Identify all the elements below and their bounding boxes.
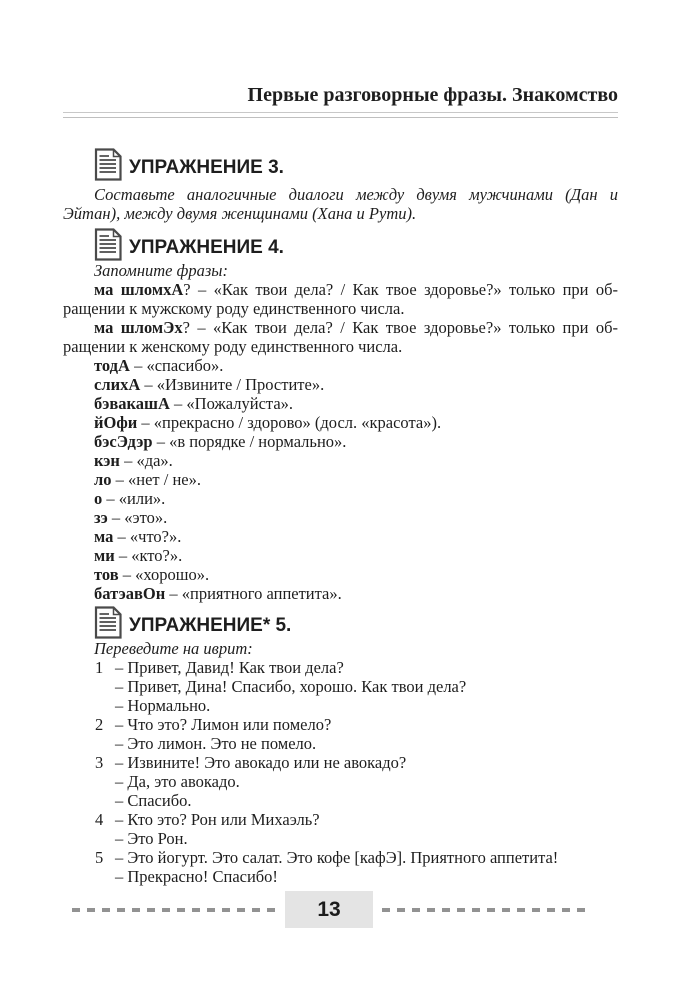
vocab-item (63, 489, 618, 508)
vocab-term: бэвакашА (94, 394, 170, 413)
vocab-definition: – «хорошо». (118, 565, 210, 584)
exercise-4-instruction: Запомните фразы: (94, 261, 228, 280)
vocab-item (63, 356, 618, 375)
vocab-definition: – «нет / не». (111, 470, 201, 489)
document-icon (94, 606, 122, 639)
vocab-definition: – «или». (102, 489, 166, 508)
vocab-item (63, 546, 618, 565)
vocab-definition: – «кто?». (114, 546, 183, 565)
vocab-item (63, 413, 618, 432)
exercise-3-instruction: Составьте аналогичные диалоги между двумя мужчинами (Дан и Эйтан), между двумя женщинами (Хана и Рути). (63, 185, 618, 223)
dialog-lines (115, 810, 618, 848)
exercise-3-heading (94, 148, 618, 181)
document-icon (94, 228, 122, 261)
phrase-paragraph (63, 318, 618, 356)
running-header-title: Первые разговорные фразы. Знакомство (247, 84, 618, 106)
vocab-item (63, 584, 618, 603)
page-number: 13 (285, 891, 373, 928)
vocab-term: зэ (94, 508, 108, 527)
dialog-item (63, 753, 618, 810)
exercise-5-title: УПРАЖНЕНИЕ* 5. (129, 615, 292, 636)
dialog-lines (115, 715, 618, 753)
vocab-item (63, 508, 618, 527)
vocab-term: о (94, 489, 103, 508)
footer-dashed-rule-right (382, 908, 586, 912)
dialog-line: – Да, это авокадо. (115, 772, 240, 791)
exercise-5-heading (94, 606, 618, 639)
dialog-lines (115, 848, 618, 886)
dialog-item (63, 810, 618, 848)
dialog-number: 5 (95, 848, 104, 867)
vocab-definition: – «Извините / Простите». (140, 375, 325, 394)
page-footer (72, 891, 586, 928)
dialog-line: – Извините! Это авокадо или не авокадо? (115, 753, 407, 772)
phrase-rest: ? – «Как твои дела? / Как твое здоровье?» только при обращении к мужскому роду единственного числа. (63, 280, 619, 318)
dialog-item (63, 715, 618, 753)
header-rule (63, 112, 618, 118)
vocab-term: ло (94, 470, 112, 489)
dialog-line: – Это лимон. Это не помело. (115, 734, 317, 753)
vocab-term: тодА (94, 356, 130, 375)
dialog-line: – Это йогурт. Это салат. Это кофе [кафЭ]. Приятного аппетита! (115, 848, 559, 867)
dialog-line: – Привет, Дина! Спасибо, хорошо. Как твои дела? (115, 677, 467, 696)
vocab-list (63, 356, 618, 603)
vocab-definition: – «в порядке / нормально». (152, 432, 347, 451)
dialog-lines (115, 658, 618, 715)
dialog-number: 1 (95, 658, 104, 677)
dialog-number: 4 (95, 810, 104, 829)
dialog-line: – Кто это? Рон или Михаэль? (115, 810, 320, 829)
phrase-rest: ? – «Как твои дела? / Как твое здоровье?» только при обращении к женскому роду единственного числа. (63, 318, 618, 356)
vocab-term: ма (94, 527, 114, 546)
vocab-definition: – «что?». (113, 527, 182, 546)
dialog-line: – Спасибо. (115, 791, 192, 810)
vocab-item (63, 432, 618, 451)
vocab-definition: – «приятного аппетита». (165, 584, 342, 603)
vocab-definition: – «это». (107, 508, 168, 527)
vocab-item (63, 375, 618, 394)
dialog-line: – Прекрасно! Спасибо! (115, 867, 278, 886)
phrase-term: ма шломхА (94, 280, 184, 299)
exercise-5 (63, 606, 618, 886)
dialog-lines (115, 753, 618, 810)
vocab-term: кэн (94, 451, 120, 470)
document-icon (94, 148, 122, 181)
vocab-term: тов (94, 565, 119, 584)
vocab-definition: – «прекрасно / здорово» (досл. «красота»). (137, 413, 442, 432)
dialog-line: – Нормально. (115, 696, 211, 715)
vocab-term: йОфи (94, 413, 138, 432)
phrase-term: ма шломЭх (94, 318, 183, 337)
vocab-item (63, 394, 618, 413)
exercise-4-heading (94, 228, 618, 261)
dialog-item (63, 848, 618, 886)
vocab-definition: – «спасибо». (129, 356, 224, 375)
vocab-term: ми (94, 546, 115, 565)
dialog-line: – Это Рон. (115, 829, 188, 848)
exercise-5-instruction: Переведите на иврит: (94, 639, 253, 658)
vocab-definition: – «да». (119, 451, 173, 470)
dialog-number: 3 (95, 753, 104, 772)
exercise-4 (63, 228, 618, 603)
vocab-definition: – «Пожалуйста». (169, 394, 294, 413)
vocab-term: бэсЭдэр (94, 432, 153, 451)
dialog-line: – Что это? Лимон или помело? (115, 715, 332, 734)
vocab-item (63, 565, 618, 584)
dialog-number: 2 (95, 715, 104, 734)
exercise-3-title: УПРАЖНЕНИЕ 3. (129, 157, 284, 178)
vocab-term: батэавОн (94, 584, 166, 603)
vocab-item (63, 451, 618, 470)
vocab-item (63, 527, 618, 546)
vocab-term: слихА (94, 375, 141, 394)
dialog-line: – Привет, Давид! Как твои дела? (115, 658, 344, 677)
dialog-item (63, 658, 618, 715)
footer-dashed-rule-left (72, 908, 276, 912)
exercise-4-title: УПРАЖНЕНИЕ 4. (129, 237, 284, 258)
dialog-list (63, 658, 618, 886)
exercise-3 (63, 148, 618, 223)
vocab-item (63, 470, 618, 489)
phrase-paragraph (63, 280, 618, 318)
